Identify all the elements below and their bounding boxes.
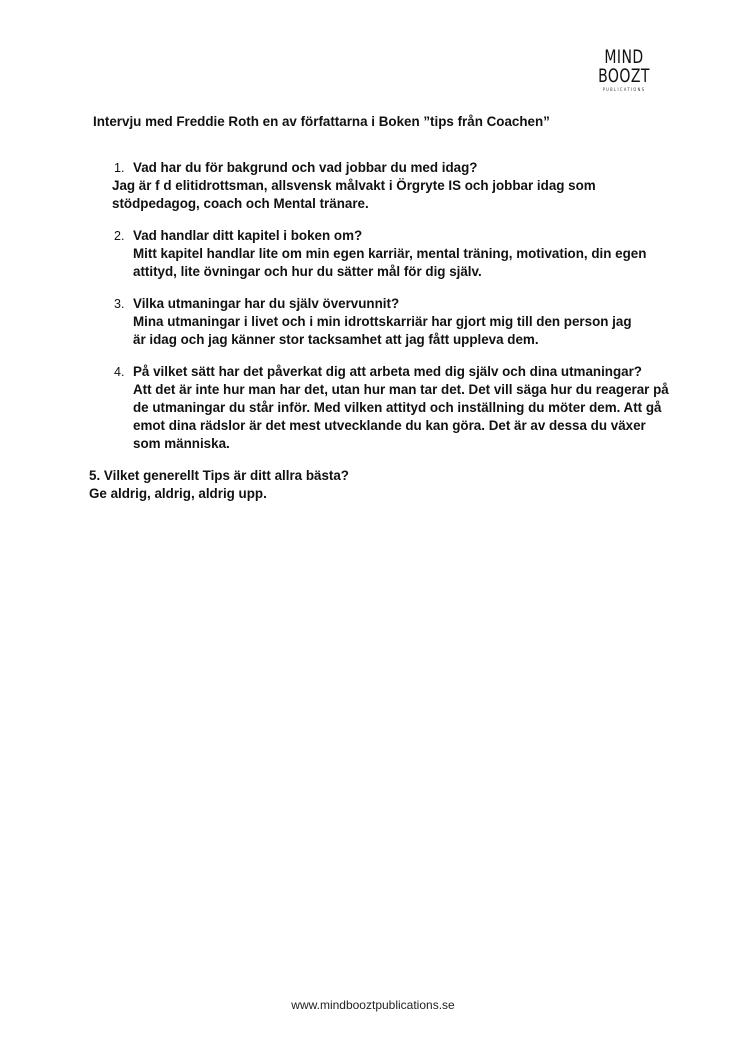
- answer-text: Att det är inte hur man har det, utan hur man tar det. Det vill säga hur du reagerar på de utmaningar du står inför. Med vilken attityd och inställning du möter dem. Att gå emot dina rädslor är det mest utvecklande du kan göra. Det är av dessa du växer som människa.: [133, 382, 669, 451]
- logo-line-mind: MIND: [604, 46, 644, 68]
- question-number: 4.: [114, 365, 125, 379]
- question-block-2: [112, 227, 672, 281]
- document-title: Intervju med Freddie Roth en av författarna i Boken ”tips från Coachen”: [93, 114, 550, 129]
- question-block-5: [89, 467, 689, 503]
- question-number: 1.: [114, 161, 125, 175]
- answer-text: Mitt kapitel handlar lite om min egen karriär, mental träning, motivation, din egen attityd, lite övningar och hur du sätter mål för dig själv.: [133, 246, 647, 279]
- interview-body: [0, 159, 746, 503]
- question-block-4: [112, 363, 672, 453]
- question-text: Vilket generellt Tips är ditt allra bästa?: [103, 468, 349, 483]
- question-number: 5.: [89, 468, 101, 483]
- answer-text: Ge aldrig, aldrig, aldrig upp.: [89, 486, 267, 501]
- answer-text: Jag är f d elitidrottsman, allsvensk målvakt i Örgryte IS och jobbar idag som stödpedagog, coach och Mental tränare.: [112, 178, 596, 211]
- question-text: Vad handlar ditt kapitel i boken om?: [133, 228, 363, 243]
- question-number: 3.: [114, 297, 125, 311]
- question-text: Vad har du för bakgrund och vad jobbar du med idag?: [133, 160, 478, 175]
- answer-text: Mina utmaningar i livet och i min idrottskarriär har gjort mig till den person jag är idag och jag känner stor tacksamhet att jag fått uppleva dem.: [133, 314, 632, 347]
- logo-line-boozt: BOOZT: [598, 65, 650, 87]
- question-block-1: [112, 159, 672, 213]
- logo-line-publications: PUBLICATIONS: [602, 87, 646, 92]
- question-number: 2.: [114, 229, 125, 243]
- question-text: På vilket sätt har det påverkat dig att arbeta med dig själv och dina utmaningar?: [133, 364, 642, 379]
- question-block-3: [112, 295, 672, 349]
- mindboozt-logo: [592, 48, 656, 93]
- footer-website: www.mindbooztpublications.se: [291, 998, 455, 1012]
- question-text: Vilka utmaningar har du själv övervunnit?: [133, 296, 400, 311]
